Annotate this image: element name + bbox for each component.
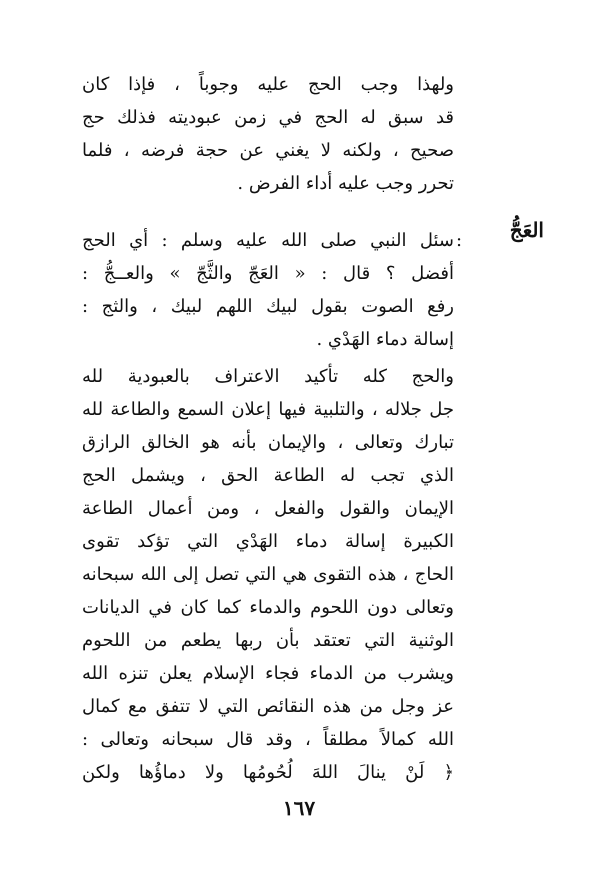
text-line: الوثنية التي تعتقد بأن ربها يطعم من اللحوم [82,630,454,651]
text-line: والحج كله تأكيد الاعتراف بالعبودية لله [82,366,454,387]
text-line: الإيمان والقول والفعل ، ومن أعمال الطاعة [82,498,454,519]
entry-term-colon: : [456,230,463,251]
paragraph-hajj-obligation [82,68,454,200]
text-line: تحرر وجب عليه أداء الفرض . [237,173,454,194]
text-line: الله كمالاً مطلقاً ، وقد قال سبحانه وتعالى : [82,729,454,750]
paragraph-entry-definition [82,224,454,356]
text-line: وتعالى دون اللحوم والدماء كما كان في الديانات [82,597,454,618]
text-line: تبارك وتعالى ، والإيمان بأنه هو الخالق الرازق [82,432,454,453]
text-line: سئل النبي صلى الله عليه وسلم : أي الحج [82,230,454,251]
text-line: ويشرب من الدماء فجاء الإسلام يعلن تنزه الله [82,663,454,684]
text-line: عز وجل من هذه النقائص التي لا تتفق مع كمال [82,696,454,717]
paragraph-hajj-worship [82,360,454,789]
text-line: أفضل ؟ قال : « العَجّ والثَّجّ » والعــجُّ : [82,263,454,284]
text-line: رفع الصوت بقول لبيك اللهم لبيك ، والثج : [82,296,454,317]
page-number: ١٦٧ [282,796,316,820]
text-line: ولهذا وجب الحج عليه وجوباً ، فإذا كان [82,74,454,95]
text-line: إسالة دماء الهَدْي . [316,329,454,350]
text-line: صحيح ، ولكنه لا يغني عن حجة فرضه ، فلما [82,140,454,161]
text-line: جل جلاله ، والتلبية فيها إعلان السمع والطاعة لله [82,399,454,420]
text-line: قد سبق له الحج في زمن عبوديته فذلك حج [82,107,454,128]
text-line: الحاج ، هذه التقوى هي التي تصل إلى الله سبحانه [82,564,454,585]
entry-term-heading: العَجُّ [509,218,544,242]
text-line: الكبيرة إسالة دماء الهَدْي التي تؤكد تقوى [82,531,454,552]
text-line: ﴿ لَنْ ينالَ اللهَ لُحُومُها ولا دماؤُها ولكن [82,762,454,783]
text-line: الذي تجب له الطاعة الحق ، ويشمل الحج [82,465,454,486]
